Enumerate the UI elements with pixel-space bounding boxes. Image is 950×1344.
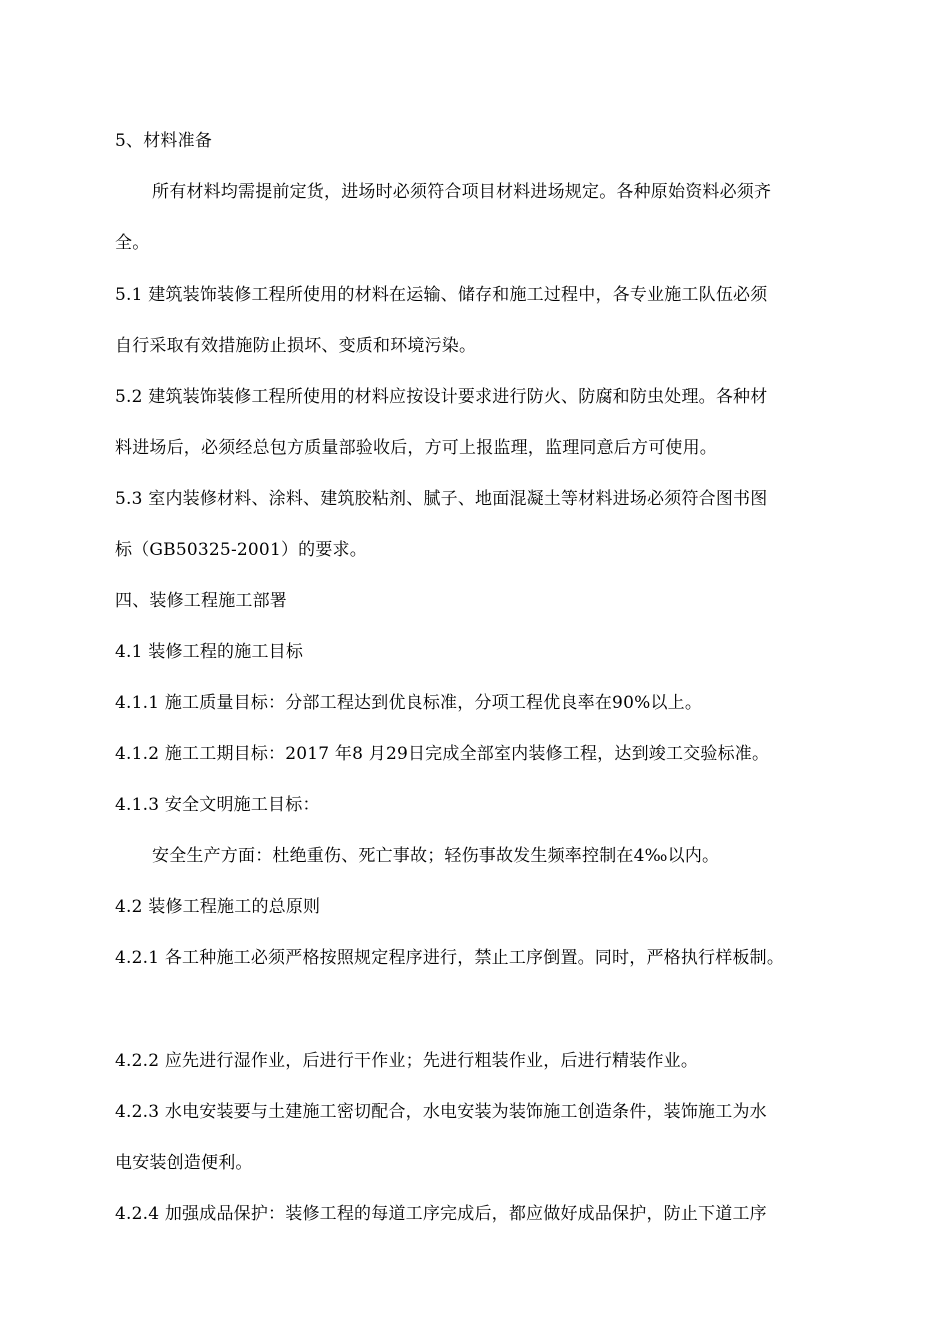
paragraph-line: 全。 <box>115 233 150 253</box>
paragraph-line: 5.1 建筑装饰装修工程所使用的材料在运输、储存和施工过程中，各专业施工队伍必须 <box>115 285 768 305</box>
section-heading-4: 四、装修工程施工部署 <box>115 591 287 611</box>
subsection-heading: 4.2 装修工程施工的总原则 <box>115 897 321 917</box>
section-heading-5: 5、材料准备 <box>115 131 213 151</box>
paragraph-line: 4.2.1 各工种施工必须严格按照规定程序进行，禁止工序倒置。同时，严格执行样板制。 <box>115 948 785 968</box>
paragraph-line: 安全生产方面：杜绝重伤、死亡事故；轻伤事故发生频率控制在4‰以内。 <box>152 846 720 866</box>
paragraph-line: 标（GB50325-2001）的要求。 <box>115 540 367 560</box>
paragraph-line: 5.3 室内装修材料、涂料、建筑胶粘剂、腻子、地面混凝土等材料进场必须符合图书图 <box>115 489 768 509</box>
paragraph-line: 所有材料均需提前定货，进场时必须符合项目材料进场规定。各种原始资料必须齐 <box>152 182 772 202</box>
paragraph-line: 4.1.3 安全文明施工目标： <box>115 795 320 815</box>
paragraph-line: 5.2 建筑装饰装修工程所使用的材料应按设计要求进行防火、防腐和防虫处理。各种材 <box>115 387 768 407</box>
paragraph-line: 4.2.2 应先进行湿作业，后进行干作业；先进行粗装作业，后进行精装作业。 <box>115 1051 699 1071</box>
paragraph-line: 4.2.4 加强成品保护：装修工程的每道工序完成后，都应做好成品保护，防止下道工序 <box>115 1204 767 1224</box>
paragraph-line: 4.1.2 施工工期目标：2017 年8 月29日完成全部室内装修工程，达到竣工交验标准。 <box>115 744 770 764</box>
paragraph-line: 自行采取有效措施防止损坏、变质和环境污染。 <box>115 336 477 356</box>
subsection-heading: 4.1 装修工程的施工目标 <box>115 642 304 662</box>
paragraph-line: 料进场后，必须经总包方质量部验收后，方可上报监理，监理同意后方可使用。 <box>115 438 717 458</box>
paragraph-line: 4.2.3 水电安装要与土建施工密切配合，水电安装为装饰施工创造条件，装饰施工为水 <box>115 1102 767 1122</box>
paragraph-line: 电安装创造便利。 <box>115 1153 253 1173</box>
paragraph-line: 4.1.1 施工质量目标：分部工程达到优良标准，分项工程优良率在90%以上。 <box>115 693 703 713</box>
